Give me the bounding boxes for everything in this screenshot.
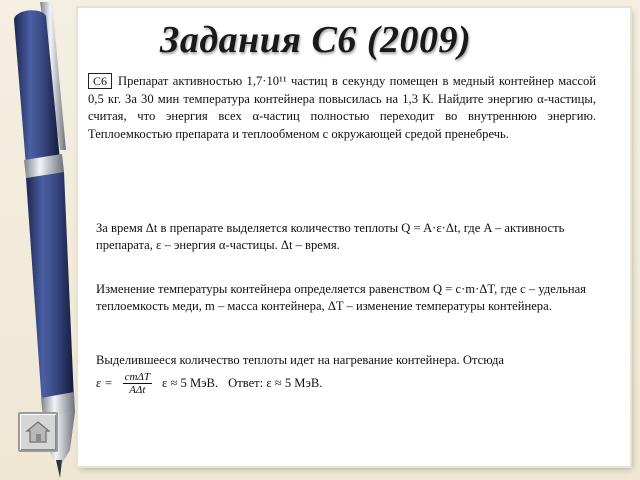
slide-title: Задания С6 (2009) (160, 19, 472, 61)
solution-paragraph-3: Выделившееся количество теплоты идет на нагревание контейнера. Отсюда (96, 353, 504, 367)
formula-lhs: ε = (96, 376, 113, 391)
home-icon (25, 420, 51, 444)
answer-text: Ответ: ε ≈ 5 МэВ. (228, 376, 323, 391)
solution-paragraph-2: Изменение температуры контейнера определяется равенством Q = c·m·ΔT, где c – удельная теплоемкость меди, m – масса контейнера, ΔT – изменение температуры контейнера. (96, 282, 586, 313)
solution-paragraph-1: За время Δt в препарате выделяется количество теплоты Q = A·ε·Δt, где A – активность препарата, ε – энергия α-частицы. Δt – время. (96, 221, 565, 252)
formula-denominator: AΔt (129, 384, 146, 396)
formula-numerator: cmΔT (124, 371, 151, 383)
task-text: Препарат активностью 1,7·10¹¹ частиц в секунду помещен в медный контейнер массой 0,5 кг. За 30 мин температура контейнера повысилась на 1,3 К. Найдите энергию α-частицы, считая, что энергия всех α-частиц полностью переходит во внутреннюю энергию. Теплоемкостью препарата и теплообменом с окружающей средой пренебречь. (88, 74, 596, 141)
formula-fraction (123, 371, 152, 396)
solution-formula-row (96, 371, 496, 396)
task-statement (88, 73, 596, 165)
formula-approx: ε ≈ 5 МэВ. (162, 376, 219, 391)
task-code-badge: С6 (88, 73, 112, 89)
home-button[interactable] (18, 412, 58, 452)
